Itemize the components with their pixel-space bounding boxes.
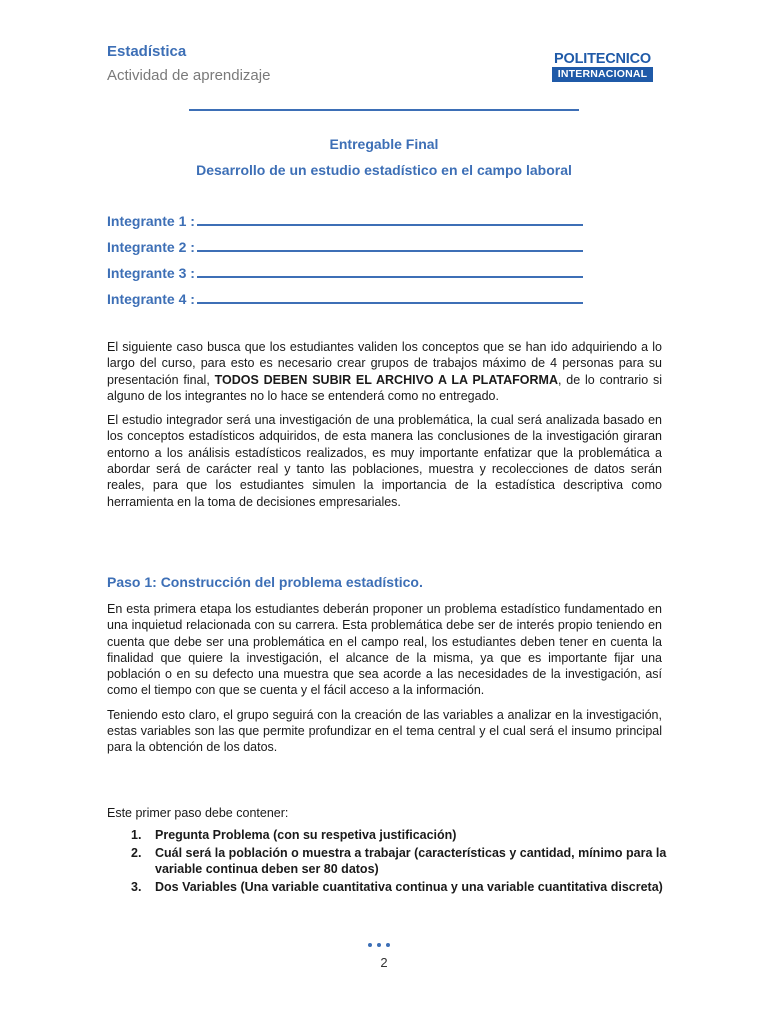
member-blank-line bbox=[197, 212, 583, 226]
politecnico-logo bbox=[552, 52, 653, 82]
list-item-text: Cuál será la población o muestra a trabajar (características y cantidad, mínimo para la variable continua deben ser 80 datos) bbox=[155, 846, 667, 876]
requirements-list bbox=[131, 827, 671, 897]
footer-dot bbox=[368, 943, 372, 947]
footer-dot bbox=[386, 943, 390, 947]
step-1-section bbox=[107, 601, 662, 764]
list-item-number: 2. bbox=[131, 846, 142, 860]
logo-line-2: INTERNACIONAL bbox=[552, 67, 653, 82]
list-intro: Este primer paso debe contener: bbox=[107, 806, 289, 820]
list-item bbox=[131, 845, 671, 877]
intro-p1-text-b: , de lo contrario si alguno de los integrantes no lo hace se entenderá como no entregado. bbox=[107, 372, 662, 403]
member-row bbox=[107, 290, 597, 316]
intro-p1-bold: TODOS DEBEN SUBIR EL ARCHIVO A LA PLATAFORMA bbox=[214, 372, 558, 387]
member-blank-line bbox=[197, 264, 583, 278]
title-divider bbox=[189, 109, 579, 111]
list-item bbox=[131, 879, 671, 895]
member-row bbox=[107, 212, 597, 238]
intro-paragraph-2: El estudio integrador será una investigación de una problemática, la cual será analizada basado en los conceptos estadísticos adquiridos, de esta manera las conclusiones de la investigación giraran entorno a los análisis estadísticos realizados, es muy importante enfatizar que la problemática a abordar será de carácter real y tanto las poblaciones, muestra y recolecciones de datos serán reales, para que los estudiantes simulen la importancia de la estadística descriptiva como herramienta en la toma de decisiones empresariales. bbox=[107, 413, 662, 509]
member-blank-line bbox=[197, 238, 583, 252]
logo-line-1: POLITECNICO bbox=[554, 51, 651, 67]
document-subtitle: Desarrollo de un estudio estadístico en el campo laboral bbox=[196, 162, 572, 178]
list-item-text: Pregunta Problema (con su respetiva justificación) bbox=[155, 828, 457, 842]
header-subject: Estadística bbox=[107, 43, 187, 60]
member-label: Integrante 1 : bbox=[107, 213, 195, 229]
step-1-paragraph-1: En esta primera etapa los estudiantes deberán proponer un problema estadístico fundamentado en una inquietud relacionada con su carrera. Esta problemática debe ser de interés propio teniendo en cuenta que debe ser una problemática en el campo real, los estudiantes deben tener en cuenta la finalidad que quiere la investigación, el alcance de la misma, ya que es importante fijar una población o en su defecto una muestra que sea acorde a las necesidades de la investigación, así como el tiempo con que se cuenta y el fácil acceso a la información. bbox=[107, 602, 662, 698]
list-item-number: 3. bbox=[131, 880, 142, 894]
member-label: Integrante 4 : bbox=[107, 291, 195, 307]
header-activity: Actividad de aprendizaje bbox=[107, 67, 271, 84]
document-title: Entregable Final bbox=[329, 136, 439, 152]
member-label: Integrante 2 : bbox=[107, 239, 195, 255]
member-row bbox=[107, 238, 597, 264]
intro-paragraph-1 bbox=[107, 339, 662, 404]
intro-p1-text-a: El siguiente caso busca que los estudiantes validen los conceptos que se han ido adquiriendo a lo largo del curso, para esto es necesario crear grupos de trabajos máximo de 4 personas para su presentación final, bbox=[107, 340, 662, 387]
footer-dot bbox=[377, 943, 381, 947]
member-row bbox=[107, 264, 597, 290]
list-item-text: Dos Variables (Una variable cuantitativa continua y una variable cuantitativa discreta) bbox=[155, 880, 663, 894]
list-item-number: 1. bbox=[131, 828, 142, 842]
member-label: Integrante 3 : bbox=[107, 265, 195, 281]
footer-dots-ornament bbox=[368, 943, 390, 947]
member-blank-line bbox=[197, 290, 583, 304]
list-item bbox=[131, 827, 671, 843]
page-number: 2 bbox=[380, 955, 388, 970]
step-1-heading: Paso 1: Construcción del problema estadístico. bbox=[107, 574, 423, 590]
members-list bbox=[107, 212, 597, 316]
intro-section bbox=[107, 339, 662, 518]
step-1-paragraph-2: Teniendo esto claro, el grupo seguirá con la creación de las variables a analizar en la investigación, estas variables son las que permite profundizar en el tema central y el cual será el insumo principal para la obtención de los datos. bbox=[107, 707, 662, 755]
